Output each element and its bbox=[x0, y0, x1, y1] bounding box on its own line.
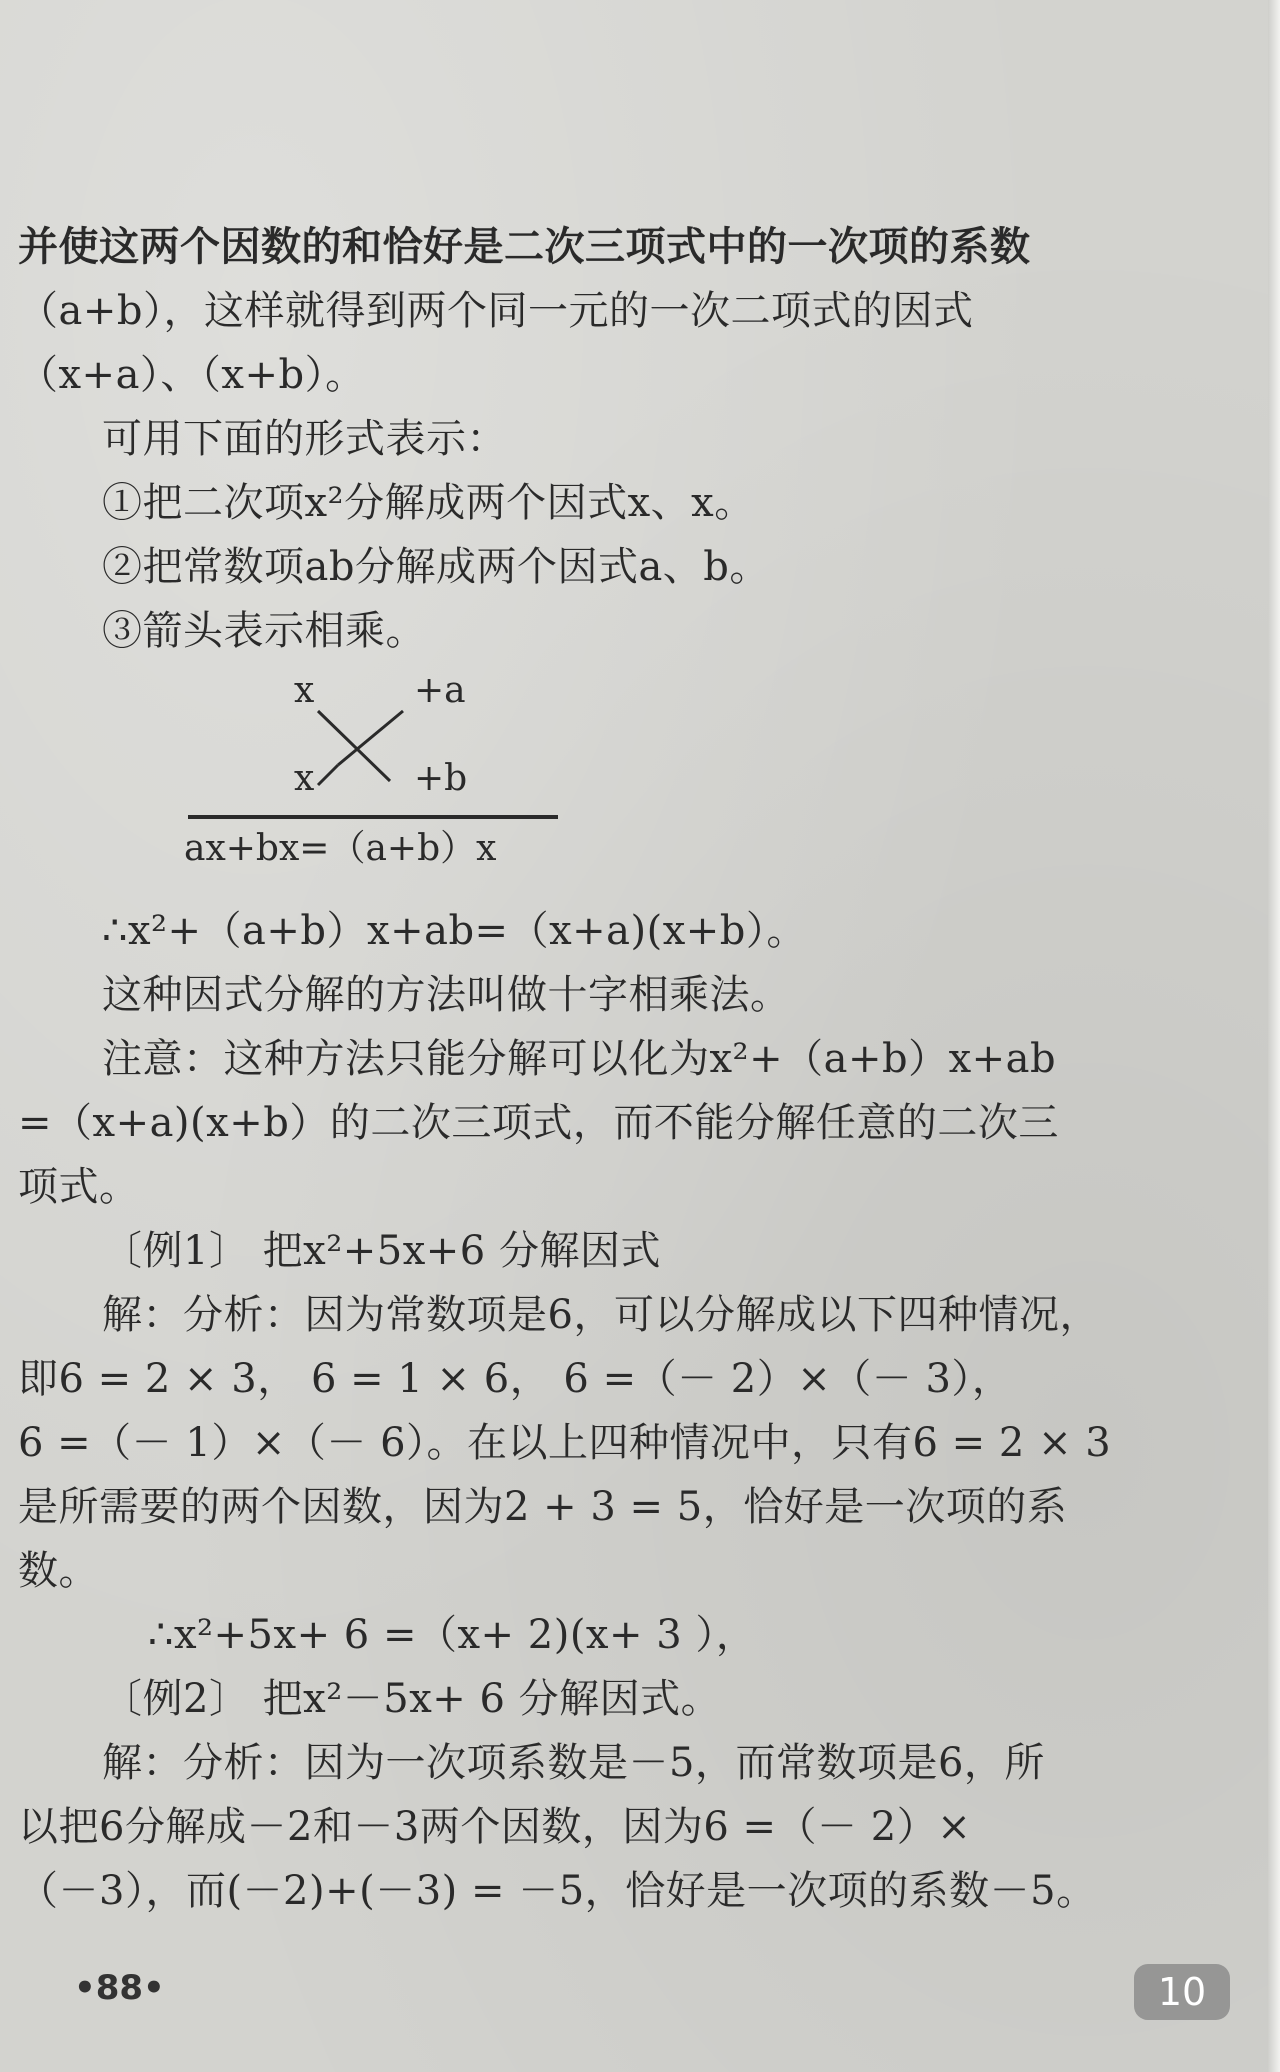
text-line-4: 可用下面的形式表示： bbox=[102, 416, 507, 462]
diagram-x-top: x bbox=[294, 670, 315, 711]
step-3: ③箭头表示相乘。 bbox=[102, 608, 426, 654]
text-line-23: （－3），而(－2)+(－3) = －5，恰好是一次项的系数－5。 bbox=[18, 1868, 1097, 1914]
diagram-result: ax+bx=（a+b）x bbox=[184, 828, 497, 869]
text-line-1: 并使这两个因数的和恰好是二次三项式中的一次项的系数 bbox=[18, 223, 1031, 270]
step-1: ①把二次项x²分解成两个因式x、x。 bbox=[102, 480, 755, 526]
diagram-b-term: +b bbox=[414, 758, 468, 799]
page-number-badge[interactable]: 10 bbox=[1134, 1964, 1230, 2020]
text-line-8: ∴x²+（a+b）x+ab=（x+a)(x+b）。 bbox=[102, 908, 807, 954]
diagram-a-term: +a bbox=[414, 670, 466, 711]
cross-multiplication-diagram bbox=[18, 663, 1148, 899]
example-1-title: 〔例1〕 把x²+5x+6 分解因式 bbox=[102, 1228, 661, 1274]
example-1-result: ∴x²+5x+ 6 =（x+ 2)(x+ 3 ）， bbox=[148, 1612, 757, 1658]
text-line-15: 即6 = 2 × 3， 6 = 1 × 6， 6 =（－ 2）×（－ 3）， bbox=[18, 1356, 1013, 1402]
text-line-17: 是所需要的两个因数，因为2 + 3 = 5，恰好是一次项的系 bbox=[18, 1484, 1068, 1530]
page-folio: •88• bbox=[74, 1968, 165, 2008]
text-line-22: 以把6分解成－2和－3两个因数，因为6 =（－ 2）× bbox=[18, 1804, 972, 1850]
page-edge bbox=[1268, 0, 1280, 2072]
example-2-title: 〔例2〕 把x²－5x+ 6 分解因式。 bbox=[102, 1676, 722, 1722]
step-2: ②把常数项ab分解成两个因式a、b。 bbox=[102, 544, 770, 590]
text-line-11: =（x+a)(x+b）的二次三项式，而不能分解任意的二次三 bbox=[18, 1100, 1059, 1146]
text-line-12: 项式。 bbox=[18, 1164, 140, 1210]
text-line-3: （x+a）、（x+b）。 bbox=[18, 352, 366, 398]
page-content bbox=[18, 215, 1148, 1923]
text-line-16: 6 =（－ 1）×（－ 6）。在以上四种情况中，只有6 = 2 × 3 bbox=[18, 1420, 1112, 1466]
text-line-18: 数。 bbox=[18, 1548, 99, 1594]
text-line-14: 解：分析：因为常数项是6，可以分解成以下四种情况， bbox=[102, 1292, 1100, 1338]
text-line-2: （a+b），这样就得到两个同一元的一次二项式的因式 bbox=[18, 288, 974, 334]
text-line-21: 解：分析：因为一次项系数是－5，而常数项是6，所 bbox=[102, 1740, 1045, 1786]
text-line-10: 注意：这种方法只能分解可以化为x²+（a+b）x+ab bbox=[102, 1036, 1057, 1082]
text-line-9: 这种因式分解的方法叫做十字相乘法。 bbox=[102, 972, 791, 1018]
diagram-x-bottom: x bbox=[294, 758, 315, 799]
